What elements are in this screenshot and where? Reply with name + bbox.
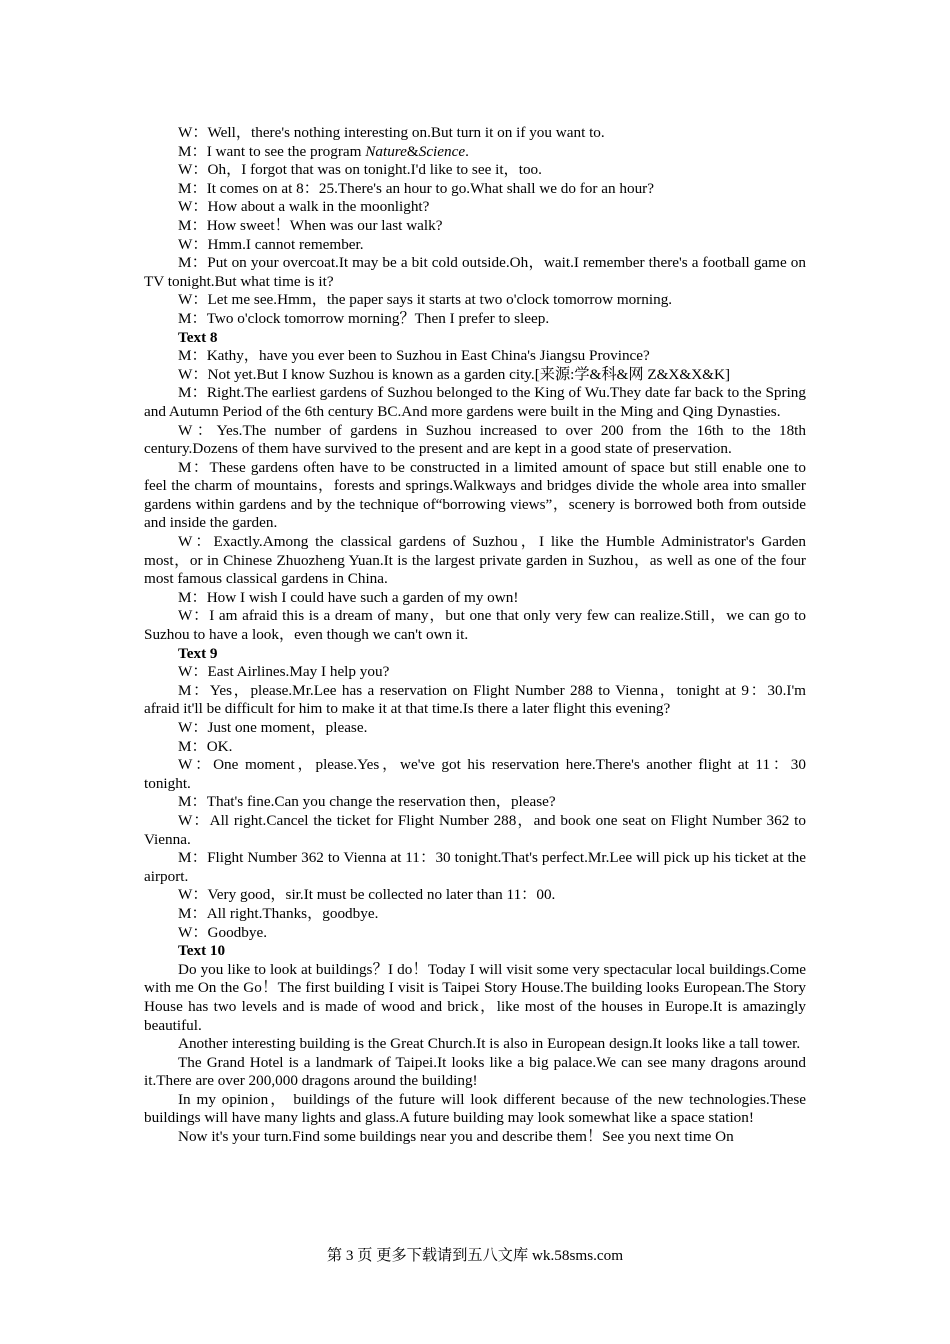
dialogue-line: M：How sweet！When was our last walk? bbox=[178, 216, 443, 234]
dialogue-line: W：Hmm.I cannot remember. bbox=[178, 235, 364, 253]
dialogue-line: M：These gardens often have to be constructed in a limited amount of space but still enable one to feel the charm of mountains，forests and springs.Walkways and bridges divide the whole area into smaller gardens within gardens and by the technique of“borrowing views”，scenery is borrowed both from outside and inside the garden. bbox=[144, 458, 806, 532]
paragraph: Do you like to look at buildings？I do！Today I will visit some very spectacular local buildings.Come with me On the Go！The first building I visit is Taipei Story House.The building looks European.The Story House has two levels and is made of wood and brick，like most of the houses in Europe.It is amazingly beautiful. bbox=[144, 960, 806, 1034]
paragraph: The Grand Hotel is a landmark of Taipei.It looks like a big palace.We can see many dragons around it.There are over 200,000 dragons around the building! bbox=[144, 1053, 806, 1090]
dialogue-line: W：I am afraid this is a dream of many，but one that only very few can realize.Still，we can go to Suzhou to have a look，even though we can't own it. bbox=[144, 607, 806, 644]
dialogue-line: M：I want to see the program Nature&Science. bbox=[178, 142, 469, 160]
dialogue-line: M：Yes，please.Mr.Lee has a reservation on Flight Number 288 to Vienna，tonight at 9：30.I'm afraid it'll be difficult for him to make it at that time.Is there a later flight this evening? bbox=[144, 681, 806, 718]
paragraph: Now it's your turn.Find some buildings near you and describe them！See you next time On bbox=[178, 1128, 734, 1146]
section-heading-text-10: Text 10 bbox=[178, 942, 226, 960]
page-footer: 第 3 页 更多下载请到五八文库 wk.58sms.com bbox=[326, 1247, 624, 1264]
section-heading-text-9: Text 9 bbox=[178, 644, 218, 662]
dialogue-line: W：Let me see.Hmm，the paper says it starts at two o'clock tomorrow morning. bbox=[178, 291, 673, 309]
dialogue-line: W：All right.Cancel the ticket for Flight Number 288，and book one seat on Flight Number 362 to Vienna. bbox=[144, 811, 806, 848]
dialogue-line: M：Right.The earliest gardens of Suzhou belonged to the King of Wu.They date far back to the Spring and Autumn Period of the 6th century BC.And more gardens were built in the Ming and Qing Dynasties. bbox=[144, 384, 806, 420]
dialogue-line: W：Goodbye. bbox=[178, 923, 267, 941]
dialogue-line: M：It comes on at 8：25.There's an hour to go.What shall we do for an hour? bbox=[178, 179, 654, 197]
dialogue-line: W：One moment，please.Yes，we've got his reservation here.There's another flight at 11：30 tonight. bbox=[144, 756, 806, 792]
dialogue-line: M：How I wish I could have such a garden of my own! bbox=[178, 588, 519, 606]
paragraph: Another interesting building is the Great Church.It is also in European design.It looks like a tall tower. bbox=[178, 1035, 801, 1053]
document-body bbox=[144, 124, 806, 1147]
dialogue-line: M：Two o'clock tomorrow morning？Then I prefer to sleep. bbox=[178, 309, 550, 327]
dialogue-line: W：Not yet.But I know Suzhou is known as a garden city.[来源:学&科&网 Z&X&X&K] bbox=[178, 365, 731, 383]
dialogue-line: W：Well，there's nothing interesting on.But turn it on if you want to. bbox=[178, 124, 605, 141]
section-heading-text-8: Text 8 bbox=[178, 328, 218, 346]
dialogue-line: W：Very good，sir.It must be collected no later than 11：00. bbox=[178, 886, 556, 904]
dialogue-line: M：Kathy，have you ever been to Suzhou in East China's Jiangsu Province? bbox=[178, 347, 650, 365]
dialogue-line: W：Exactly.Among the classical gardens of Suzhou，I like the Humble Administrator's Garden most，or in Chinese Zhuozheng Yuan.It is the largest private garden in Suzhou，as well as one of the four most famous classical gardens in China. bbox=[144, 533, 806, 588]
dialogue-line: W：East Airlines.May I help you? bbox=[178, 663, 390, 681]
dialogue-line: M：Flight Number 362 to Vienna at 11：30 tonight.That's perfect.Mr.Lee will pick up his ticket at the airport. bbox=[144, 849, 806, 885]
dialogue-line: M：Put on your overcoat.It may be a bit cold outside.Oh，wait.I remember there's a football game on TV tonight.But what time is it? bbox=[144, 254, 806, 290]
dialogue-line: M：That's fine.Can you change the reservation then，please? bbox=[178, 793, 556, 811]
dialogue-line: M：All right.Thanks，goodbye. bbox=[178, 904, 379, 922]
dialogue-line: W：Just one moment，please. bbox=[178, 719, 368, 736]
dialogue-line: M：OK. bbox=[178, 737, 233, 755]
dialogue-line: W：Yes.The number of gardens in Suzhou increased to over 200 from the 16th to the 18th century.Dozens of them have survived to the present and are kept in a good state of preservation. bbox=[144, 421, 806, 458]
dialogue-line: W：Oh，I forgot that was on tonight.I'd like to see it，too. bbox=[178, 161, 542, 179]
dialogue-line: W：How about a walk in the moonlight? bbox=[178, 198, 430, 216]
paragraph: In my opinion， buildings of the future will look different because of the new technologies.These buildings will have many lights and glass.A future building may look somewhat like a space station! bbox=[144, 1090, 806, 1127]
